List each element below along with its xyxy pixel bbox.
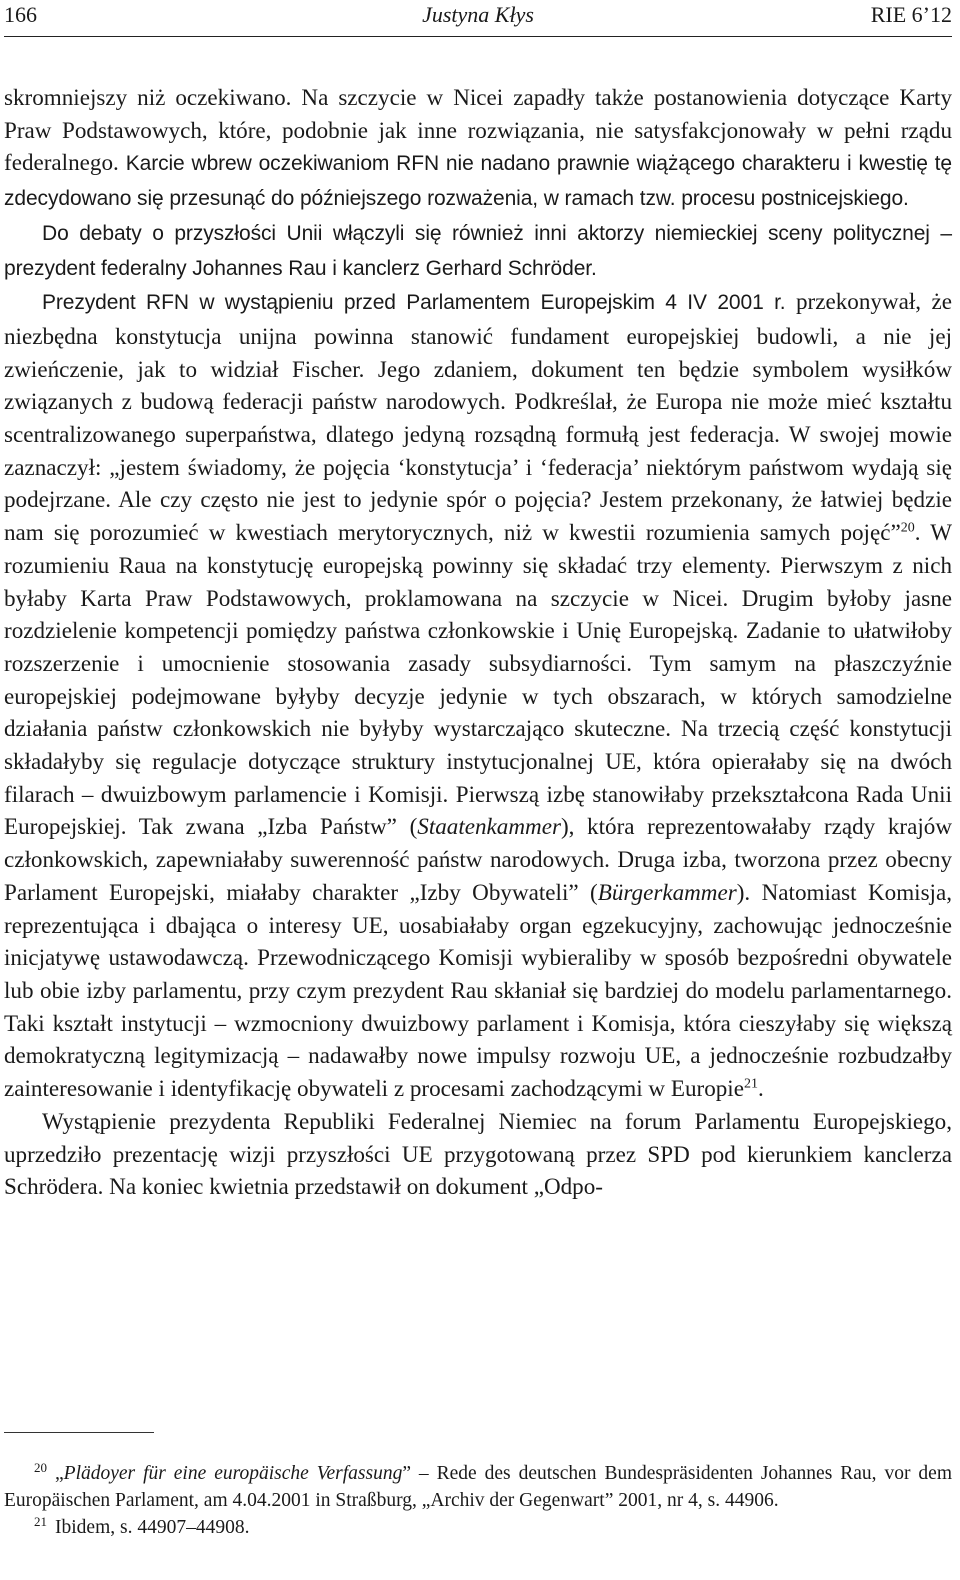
header-journal: RIE 6’12	[870, 2, 952, 27]
page	[4, 0, 953, 1538]
footnote-21-text: Ibidem, s. 44907–44908.	[55, 1517, 250, 1538]
paragraph-4-text: Wystąpienie prezydenta Republiki Federalnej Niemiec na forum Parlamentu Europejskiego, uprzedziło prezentację wizji przyszłości UE przygotowaną przez SPD pod kierunkiem kanclerza Schrödera. Na koniec kwietnia przedstawił on dokument „Odpo-	[4, 1107, 952, 1200]
paragraph-3-text-d: ), która reprezentowałaby rządy krajów członkowskich, zapewniałaby suwerenność państw narodowych. Druga izba, tworzona przez obecny Parlament Europejski, miałaby charakter „Izby Obywateli” (	[4, 813, 953, 905]
term-staatenkammer: Staatenkammer	[417, 813, 561, 840]
running-header	[4, 0, 952, 37]
footnote-20-title: Plädoyer für eine europäische Verfassung	[63, 1463, 403, 1484]
paragraph-3-text-c: . W rozumieniu Raua na konstytucję europejską powinny się składać trzy elementy. Pierwszym z nich byłaby Karta Praw Podstawowych, proklamowana na szczycie w Nicei. Drugim byłoby jasne rozdzielenie kompetencji pomiędzy państwa członkowskie i Unię Europejską. Zadanie to ułatwiłoby rozszerzenie i umocnienie stosowania zasady subsydiarności. Tym samym na płaszczyźnie europejskiej podejmowane byłyby decyzje jedynie w tych obszarach, w których samodzielne działania państw członkowskich nie byłyby wystarczająco skuteczne. Na trzecią część konstytucji składałyby się regulacje dotyczące struktury instytucjonalnej UE, która opierałaby się na dwóch filarach – dwuizbowym parlamencie i Komisji. Pierwszą izbę stanowiłaby przekształcona Rada Unii Europejskiej. Tak zwana „Izba Państw” (	[4, 519, 952, 840]
paragraph-2-text: Do debaty o przyszłości Unii włączyli się również inni aktorzy niemieckiej sceny politycznej – prezydent federalny Johannes Rau i kanclerz Gerhard Schröder.	[4, 221, 952, 280]
footnotes	[4, 1460, 952, 1541]
paragraph-3	[4, 285, 952, 1105]
footnote-number: 20	[34, 1459, 47, 1475]
paragraph-3-text-f: .	[757, 1075, 764, 1102]
paragraph-3-text-b: przekonywał, że niezbędna konstytucja unijna powinna stanowić fundament europejskiej budowli, a nie jej zwieńczenie, jak to widział Fischer. Jego zdaniem, dokument ten będzie symbolem wysiłków związanych z budową federacji państw narodowych. Podkreślał, że Europa nie może mieć kształtu scentralizowanego superpaństwa, dlatego jedyną rozsądną formułą jest federacja. W swojej mowie zaznaczył: „jestem świadomy, że pojęcia ‘konstytucja’ i ‘federacja’ niektórym państwom wydają się podejrzane. Ale czy często nie jest to jedynie spór o pojęcia? Jestem przekonany, że łatwiej będzie nam się porozumieć w kwestiach merytorycznych, niż w kwestii rozumienia samych pojęć”	[4, 288, 952, 546]
footnote-ref-21[interactable]: 21	[743, 1076, 758, 1092]
footnote-number: 21	[34, 1513, 47, 1529]
footnote-21	[4, 1514, 952, 1541]
paragraph-3-text-e: ). Natomiast Komisja, reprezentująca i dbająca o interesy UE, uosabiałaby organ egzekucyjny, zachowując jednocześnie inicjatywę ustawodawczą. Przewodniczącego Komisji wybieraliby w sposób bezpośredni obywatele lub obie izby parlamentu, przy czym prezydent Rau skłaniał się bardziej do modelu parlamentarnego. Taki kształt instytucji – wzmocniony dwuizbowy parlament i Komisja, która cieszyłaby się większą demokratyczną legitymizacją – nadawałby nowe impulsy rozwoju UE, a jednocześnie rozbudzałby zainteresowanie i identyfikację obywateli z procesami zachodzącymi w Europie	[4, 878, 952, 1102]
term-buergerkammer: Bürgerkammer	[597, 878, 737, 905]
body-text	[4, 81, 952, 1203]
paragraph-1-sentence-b: Karcie wbrew oczekiwaniom RFN nie nadano prawnie wiążącego charakteru i kwestię tę zdecydowano się przesunąć do późniejszego rozważenia, w ramach tzw. procesu postnicejskiego.	[4, 152, 952, 211]
paragraph-3-sentence-a: Prezydent RFN w wystąpieniu przed Parlamentem Europejskim 4 IV 2001 r.	[42, 291, 786, 315]
header-author: Justyna Kłys	[422, 2, 534, 27]
paragraph-2	[4, 216, 952, 285]
footnote-20-pre: „	[55, 1463, 64, 1484]
footnote-20	[4, 1460, 952, 1514]
paragraph-4	[4, 1105, 952, 1203]
page-number: 166	[4, 2, 37, 27]
footnote-20-text: ” – Rede des deutschen Bundespräsidenten Johannes Rau, vor dem Europäischen Parlament, am 4.04.2001 in Straßburg, „Archiv der Gegenwart” 2001, nr 4, s. 44906.	[4, 1463, 952, 1511]
footnote-divider	[4, 1432, 154, 1433]
footnote-ref-20[interactable]: 20	[900, 520, 915, 536]
paragraph-1-sentence-a: skromniejszy niż oczekiwano. Na szczycie w Nicei zapadły także postanowienia dotyczące Karty Praw Podstawowych, które, podobnie jak inne rozwiązania, nie satysfakcjonowały w pełni rządu federalnego.	[4, 84, 952, 176]
paragraph-1	[4, 81, 952, 216]
